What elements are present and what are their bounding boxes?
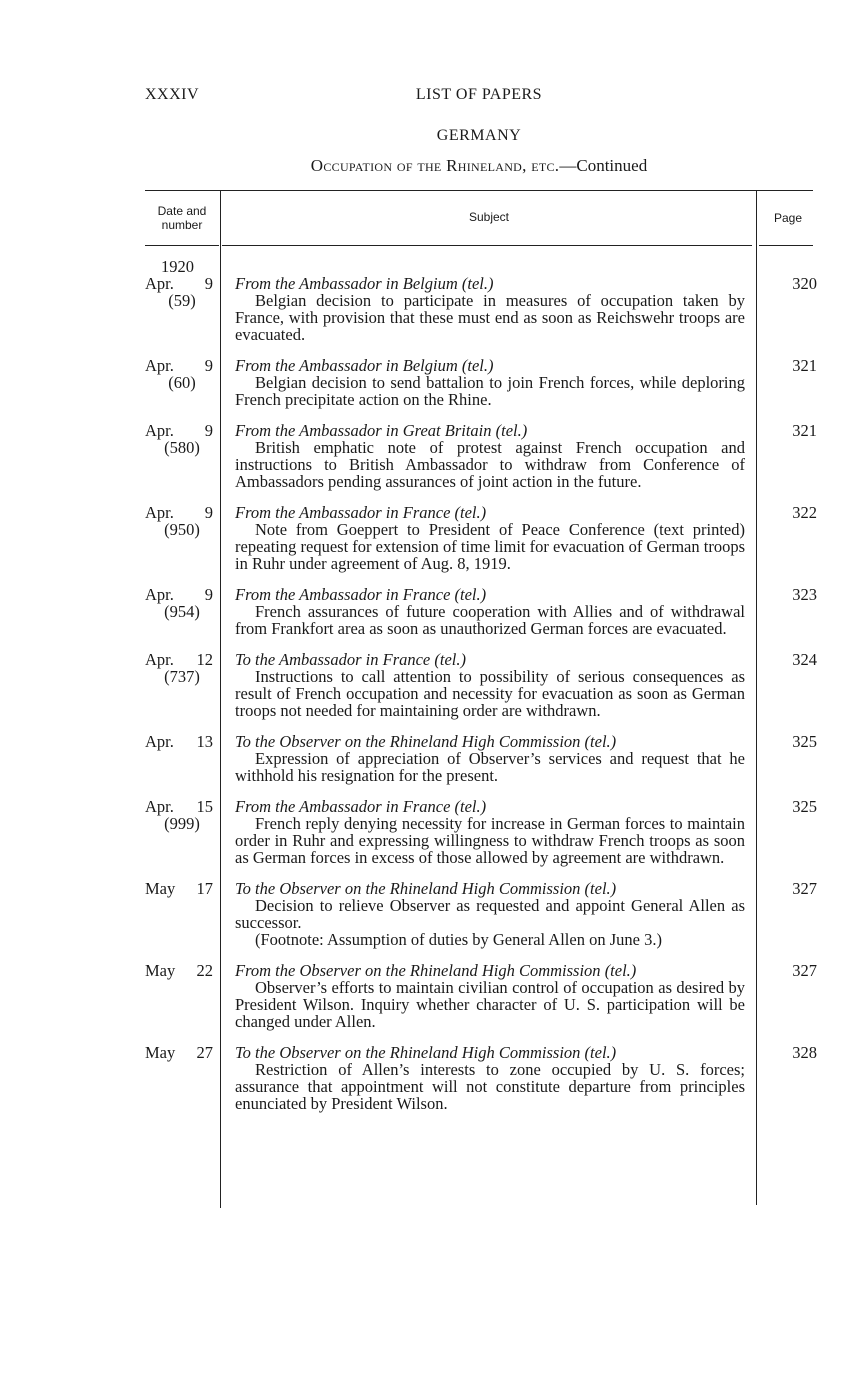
- entry-addressee-text: From the Ambassador in France: [235, 797, 451, 816]
- entry-date-line: [145, 962, 213, 979]
- entry-page-number: 320: [792, 274, 817, 293]
- entry-tel: (tel.): [454, 797, 487, 816]
- entry-day: 9: [204, 503, 213, 522]
- entry-month: Apr.: [145, 503, 174, 522]
- entry-subject: [235, 1044, 745, 1112]
- date-header-rule: [145, 245, 219, 246]
- entry-date: [145, 962, 213, 979]
- page-column-header: Page: [773, 211, 803, 225]
- entry-day: 22: [196, 961, 213, 980]
- entry-tel: (tel.): [495, 421, 528, 440]
- entry-tel: (tel.): [604, 961, 637, 980]
- entry-tel: (tel.): [461, 356, 494, 375]
- entry-day: 13: [196, 732, 213, 751]
- entry-addressee: [235, 586, 745, 603]
- entry-subject: [235, 798, 745, 866]
- entry-subject: [235, 422, 745, 490]
- entry-summary: Belgian decision to send battalion to join French forces, while deploring French precipitate action on the Rhine.: [235, 373, 745, 409]
- entry-date: [145, 357, 213, 391]
- entry-date-line: [145, 880, 213, 897]
- entry-day: 12: [196, 650, 213, 669]
- entry-date: [145, 586, 213, 620]
- entry-addressee: [235, 798, 745, 815]
- entry-summary: British emphatic note of protest against French occupation and instructions to British Ambassador to withdraw from Conference of Ambassadors pending assurances of joint action in the future.: [235, 438, 745, 491]
- entry-date: [145, 651, 213, 685]
- entry-addressee: [235, 422, 745, 439]
- entry-number: (59): [168, 291, 196, 310]
- date-header-line2: number: [161, 218, 203, 232]
- entry-page-number: 327: [792, 879, 817, 898]
- entry-date-line: [145, 275, 213, 292]
- entry-subject: [235, 357, 745, 408]
- entry-subject: [235, 733, 745, 784]
- entry-summary: French reply denying necessity for increase in German forces to maintain order in Ruhr and expressing willingness to withdraw French troops as soon as German forces in excess of those allowed by agreement are withdrawn.: [235, 814, 745, 867]
- entry-summary: Decision to relieve Observer as requested and appoint General Allen as successor.: [235, 896, 745, 932]
- entry-addressee: [235, 504, 745, 521]
- entry-summary: Observer’s efforts to maintain civilian control of occupation as desired by President Wilson. Inquiry whether character of U. S. participation will be changed under Allen.: [235, 978, 745, 1031]
- entry-addressee-text: From the Ambassador in Belgium: [235, 356, 458, 375]
- entry-day: 9: [204, 421, 213, 440]
- entry-number: (580): [164, 438, 200, 457]
- entry-addressee: [235, 880, 745, 897]
- entry-tel: (tel.): [584, 879, 617, 898]
- entry-date-line: [145, 357, 213, 374]
- entry-summary: Belgian decision to participate in measures of occupation taken by France, with provision that these must end as soon as Reichswehr troops are evacuated.: [235, 291, 745, 344]
- entry-month: May: [145, 961, 176, 980]
- entry-addressee-text: To the Observer on the Rhineland High Commission: [235, 1043, 581, 1062]
- section-suffix: —Continued: [559, 156, 648, 175]
- list-item: [145, 421, 817, 491]
- list-item: [145, 503, 817, 573]
- entry-page-number: 328: [792, 1043, 817, 1062]
- entry-page-number: 321: [792, 421, 817, 440]
- list-item: [145, 356, 817, 409]
- entry-summary: Expression of appreciation of Observer’s services and request that he withhold his resignation for the present.: [235, 749, 745, 785]
- entry-addressee: [235, 357, 745, 374]
- entry-month: May: [145, 1043, 176, 1062]
- entry-date: [145, 733, 213, 750]
- entries-list: [145, 257, 817, 1126]
- running-title: LIST OF PAPERS: [415, 86, 543, 103]
- entry-page-number: 327: [792, 961, 817, 980]
- entry-subject: [235, 275, 745, 343]
- list-item: [145, 1043, 817, 1113]
- section-heading: [145, 156, 813, 176]
- entry-tel: (tel.): [454, 503, 487, 522]
- entry-date: [145, 880, 213, 897]
- entry-date: [145, 504, 213, 538]
- page-header-rule: [759, 245, 813, 246]
- section-title: Occupation of the Rhineland, etc.: [310, 156, 560, 175]
- entry-addressee: [235, 962, 745, 979]
- entry-date-line: [145, 504, 213, 521]
- entry-date: [145, 1044, 213, 1061]
- entry-page-number: 324: [792, 650, 817, 669]
- entry-tel: (tel.): [454, 585, 487, 604]
- entry-date-line: [145, 1044, 213, 1061]
- entry-addressee-text: From the Ambassador in France: [235, 585, 451, 604]
- running-head: [145, 86, 813, 106]
- entry-addressee-text: From the Observer on the Rhineland High Commission: [235, 961, 601, 980]
- entry-addressee-text: To the Observer on the Rhineland High Commission: [235, 879, 581, 898]
- date-column-header: [145, 204, 219, 232]
- subject-column-header: Subject: [468, 210, 510, 224]
- entry-page-number: 322: [792, 503, 817, 522]
- entry-date: [145, 798, 213, 832]
- entry-date-line: [145, 733, 213, 750]
- entry-page-number: 325: [792, 797, 817, 816]
- entry-day: 9: [204, 356, 213, 375]
- entry-subject: [235, 586, 745, 637]
- list-item: [145, 797, 817, 867]
- list-item: [145, 879, 817, 949]
- year-label: 1920: [161, 257, 194, 276]
- entry-day: 17: [196, 879, 213, 898]
- entry-month: Apr.: [145, 732, 174, 751]
- entry-subject: [235, 504, 745, 572]
- entry-number: (954): [164, 602, 200, 621]
- entry-addressee: [235, 1044, 745, 1061]
- entry-day: 9: [204, 585, 213, 604]
- entry-addressee: [235, 275, 745, 292]
- entry-subject: [235, 880, 745, 948]
- entry-addressee-text: To the Observer on the Rhineland High Commission: [235, 732, 581, 751]
- country-heading: GERMANY: [436, 127, 522, 144]
- entry-addressee-text: To the Ambassador in France: [235, 650, 431, 669]
- entry-number: (737): [164, 667, 200, 686]
- entry-number: (999): [164, 814, 200, 833]
- entry-page-number: 323: [792, 585, 817, 604]
- entry-month: Apr.: [145, 274, 174, 293]
- subject-header-rule: [222, 245, 752, 246]
- entry-day: 27: [196, 1043, 213, 1062]
- entry-date: [145, 275, 213, 309]
- list-item: [145, 650, 817, 720]
- list-item: [145, 274, 817, 344]
- entry-date-line: [145, 586, 213, 603]
- entry-summary: Restriction of Allen’s interests to zone occupied by U. S. forces; assurance that appointment will not constitute departure from principles enunciated by President Wilson.: [235, 1060, 745, 1113]
- entry-month: Apr.: [145, 650, 174, 669]
- list-item: [145, 585, 817, 638]
- entry-page-number: 321: [792, 356, 817, 375]
- entry-day: 9: [204, 274, 213, 293]
- entry-tel: (tel.): [584, 1043, 617, 1062]
- entry-date-line: [145, 651, 213, 668]
- entry-tel: (tel.): [461, 274, 494, 293]
- date-header-line1: Date and: [157, 204, 207, 218]
- entry-month: Apr.: [145, 421, 174, 440]
- entry-tel: (tel.): [434, 650, 466, 669]
- table-top-rule: [145, 190, 813, 191]
- entry-subject: [235, 651, 745, 719]
- entry-date-line: [145, 798, 213, 815]
- page-folio: XXXIV: [145, 86, 200, 103]
- entry-addressee: [235, 733, 745, 750]
- entry-subject: [235, 962, 745, 1030]
- list-item: [145, 961, 817, 1031]
- entry-month: Apr.: [145, 797, 174, 816]
- entry-page-number: 325: [792, 732, 817, 751]
- entry-day: 15: [196, 797, 213, 816]
- entry-addressee-text: From the Ambassador in France: [235, 503, 451, 522]
- entry-number: (950): [164, 520, 200, 539]
- entry-number: (60): [168, 373, 196, 392]
- entry-tel: (tel.): [584, 732, 617, 751]
- entry-addressee-text: From the Ambassador in Great Britain: [235, 421, 492, 440]
- entry-month: Apr.: [145, 585, 174, 604]
- entry-date-line: [145, 422, 213, 439]
- list-item: [145, 732, 817, 785]
- entry-summary: (Footnote: Assumption of duties by General Allen on June 3.): [255, 930, 662, 949]
- entry-month: May: [145, 879, 176, 898]
- entry-date: [145, 422, 213, 456]
- entry-month: Apr.: [145, 356, 174, 375]
- entry-summary: French assurances of future cooperation with Allies and of withdrawal from Frankfort area as soon as unauthorized German forces are evacuated.: [235, 602, 745, 638]
- entry-summary: Note from Goeppert to President of Peace Conference (text printed) repeating request for extension of time limit for evacuation of German troops in Ruhr under agreement of Aug. 8, 1919.: [235, 520, 745, 573]
- entry-summary: Instructions to call attention to possibility of serious consequences as result of French occupation and necessity for evacuation as soon as German troops not needed for maintaining order are withdrawn.: [235, 667, 745, 720]
- entry-addressee-text: From the Ambassador in Belgium: [235, 274, 458, 293]
- entry-addressee: [235, 651, 745, 668]
